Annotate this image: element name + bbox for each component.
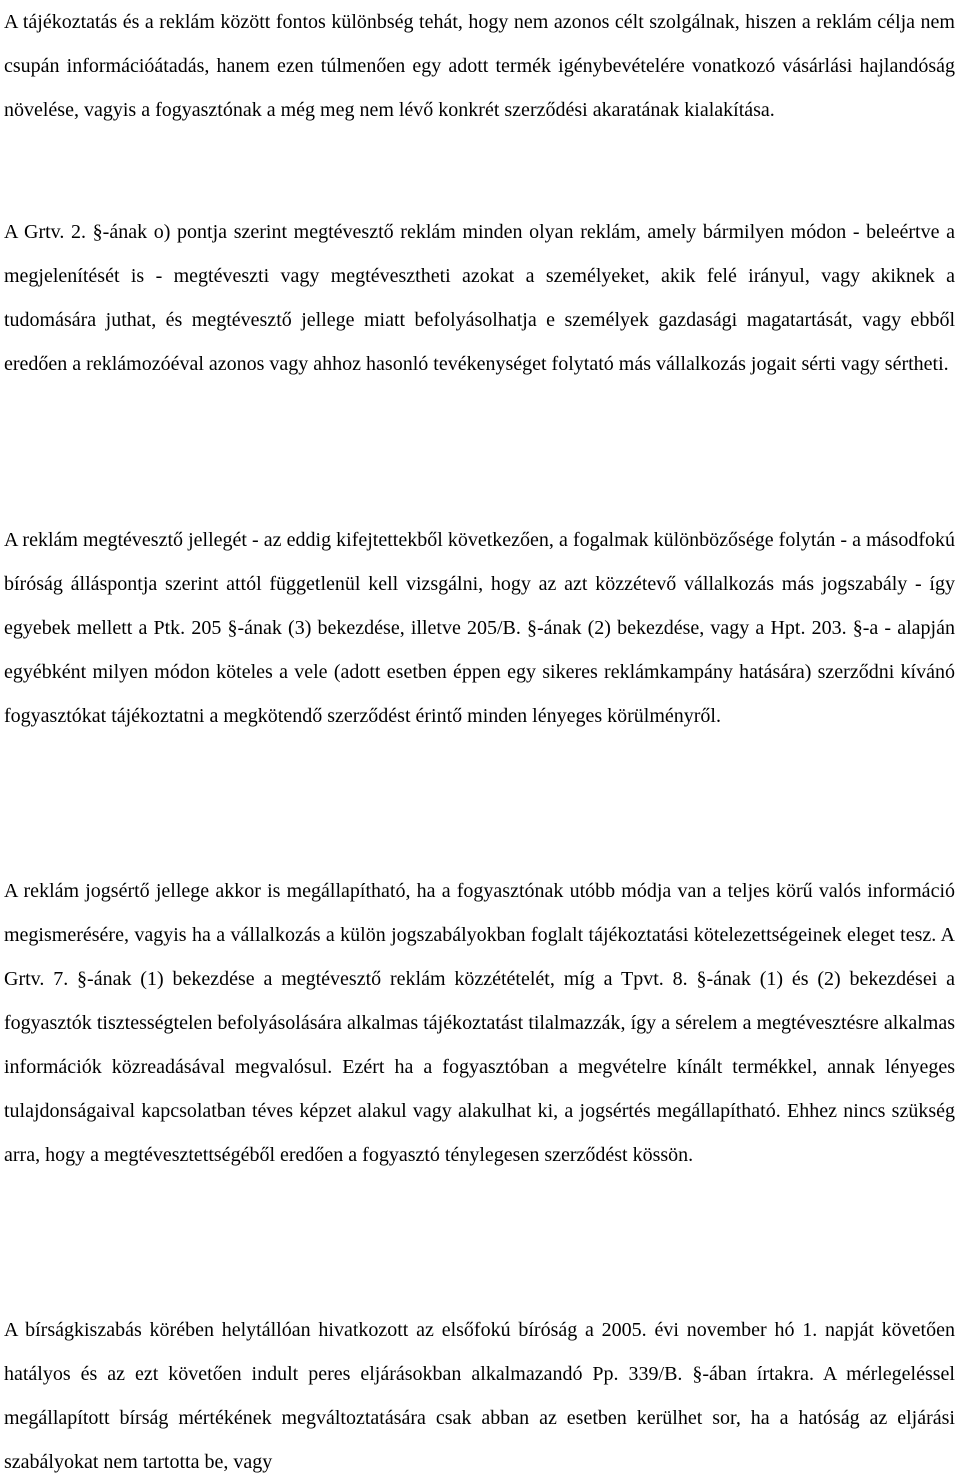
- paragraph-advertising-vs-information: A tájékoztatás és a reklám között fontos különbség tehát, hogy nem azonos célt szolgálnak, hiszen a reklám célja nem csupán információátadás, hanem ezen túlmenően egy adott termék igénybevételére vonatkozó vásárlási hajlandóság növelése, vagyis a fogyasztónak a még meg nem lévő konkrét szerződési akaratának kialakítása.: [4, 11, 955, 121]
- paragraph-misleading-nature: A reklám megtévesztő jellegét - az eddig kifejtettekből következően, a fogalmak különbözősége folytán - a másodfokú bíróság álláspontja szerint attól függetlenül kell vizsgálni, hogy az azt közzétevő vállalkozás más jogszabály - így egyebek mellett a Ptk. 205 §-ának (3) bekezdése, illetve 205/B. §-ának (2) bekezdése, vagy a Hpt. 203. §-a - alapján egyébként milyen módon köteles a vele (adott esetben éppen egy sikeres reklámkampány hatására) szerződni kívánó fogyasztókat tájékoztatni a megkötendő szerződést érintő minden lényeges körülményről.: [4, 529, 955, 727]
- paragraph-fine: A bírságkiszabás körében helytállóan hivatkozott az elsőfokú bíróság a 2005. évi november hó 1. napját követően hatályos és az ezt követően indult peres eljárásokban alkalmazandó Pp. 339/B. §-ában írtakra. A mérlegeléssel megállapított bírság mértékének megváltoztatására csak abban az esetben kerülhet sor, ha a hatóság az eljárási szabályokat nem tartotta be, vagy: [4, 1319, 955, 1473]
- paragraph-infringement: A reklám jogsértő jellege akkor is megállapítható, ha a fogyasztónak utóbb módja van a teljes körű valós információ megismerésére, vagyis ha a vállalkozás a külön jogszabályokban foglalt tájékoztatási kötelezettségeinek eleget tesz. A Grtv. 7. §-ának (1) bekezdése a megtévesztő reklám közzétételét, míg a Tpvt. 8. §-ának (1) és (2) bekezdései a fogyasztók tisztességtelen befolyásolására alkalmas tájékoztatást tilalmazzák, így a sérelem a megtévesztésre alkalmas információk közreadásával megvalósul. Ezért ha a fogyasztóban a megvételre kínált termékkel, annak lényeges tulajdonságaival kapcsolatban téves képzet alakul vagy alakulhat ki, a jogsértés megállapítható. Ehhez nincs szükség arra, hogy a megtévesztettségéből eredően a fogyasztó ténylegesen szerződést kössön.: [4, 880, 955, 1166]
- paragraph-grtv-definition: A Grtv. 2. §-ának o) pontja szerint megtévesztő reklám minden olyan reklám, amely bármilyen módon - beleértve a megjelenítését is - megtéveszti vagy megtévesztheti azokat a személyeket, akik felé irányul, vagy akiknek a tudomására juthat, és megtévesztő jellege miatt befolyásolhatja e személyek gazdasági magatartását, vagy ebből eredően a reklámozóéval azonos vagy ahhoz hasonló tevékenységet folytató más vállalkozás jogait sérti vagy sértheti.: [4, 221, 955, 375]
